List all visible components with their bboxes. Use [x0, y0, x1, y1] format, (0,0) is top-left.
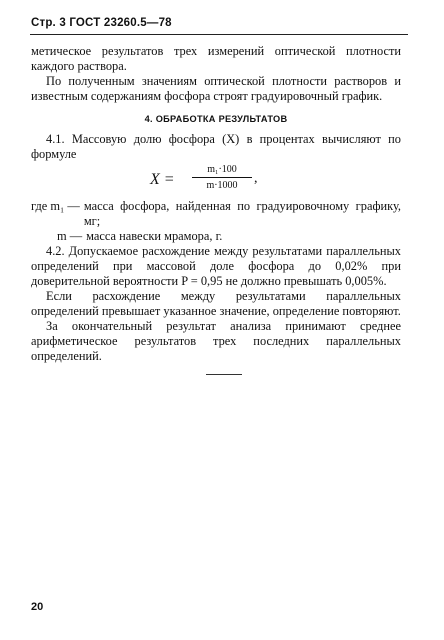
clause-4-2-final: За окончательный результат анализа принимают среднее арифметическое результатов трех последних параллельных определений.: [31, 319, 401, 363]
page-header: Стр. 3 ГОСТ 23260.5—78: [31, 17, 172, 29]
clause-4-1-text: 4.1. Массовую долю фосфора (X) в процентах вычисляют по формуле: [31, 132, 401, 161]
fraction-bar: [192, 177, 252, 178]
text-block-bottom: [31, 244, 401, 364]
definition-row: [31, 199, 401, 229]
page-number: 20: [31, 601, 44, 613]
clause-4-2: 4.2. Допускаемое расхождение между результатами параллельных определений при массовой доле фосфора до 0,02% при доверительной вероятности P = 0,95 не должно превышать 0,005%.: [31, 244, 401, 288]
section-title: 4. ОБРАБОТКА РЕЗУЛЬТАТОВ: [144, 114, 288, 124]
clause-4-2-repeat: Если расхождение между результатами параллельных определений превышает указанное значение, определение повторяют.: [31, 289, 401, 318]
formula-fraction: [192, 164, 252, 192]
definition-row: [31, 229, 401, 244]
paragraph-continuation: метическое результатов трех измерений оптической плотности каждого раствора.: [31, 44, 401, 73]
formula-comma: ,: [254, 171, 258, 186]
definition-symbol: m —: [57, 229, 83, 243]
definition-text: масса фосфора, найденная по градуировочному графику, мг;: [83, 199, 401, 228]
definition-symbol: где m₁ —: [31, 199, 80, 213]
clause-4-1: [31, 132, 401, 162]
formula-lhs: X =: [150, 171, 175, 188]
variable-definitions: [31, 199, 401, 244]
end-rule: [206, 374, 242, 375]
formula-numerator: m₁·100: [207, 164, 237, 175]
text-block-top: [31, 44, 401, 104]
paragraph-calibration: По полученным значениям оптической плотности растворов и известным содержаниям фосфора строят градуировочный график.: [31, 74, 401, 103]
header-rule: [30, 34, 408, 35]
definition-text: масса навески мрамора, г.: [86, 229, 223, 243]
formula-denominator: m·1000: [206, 180, 238, 191]
